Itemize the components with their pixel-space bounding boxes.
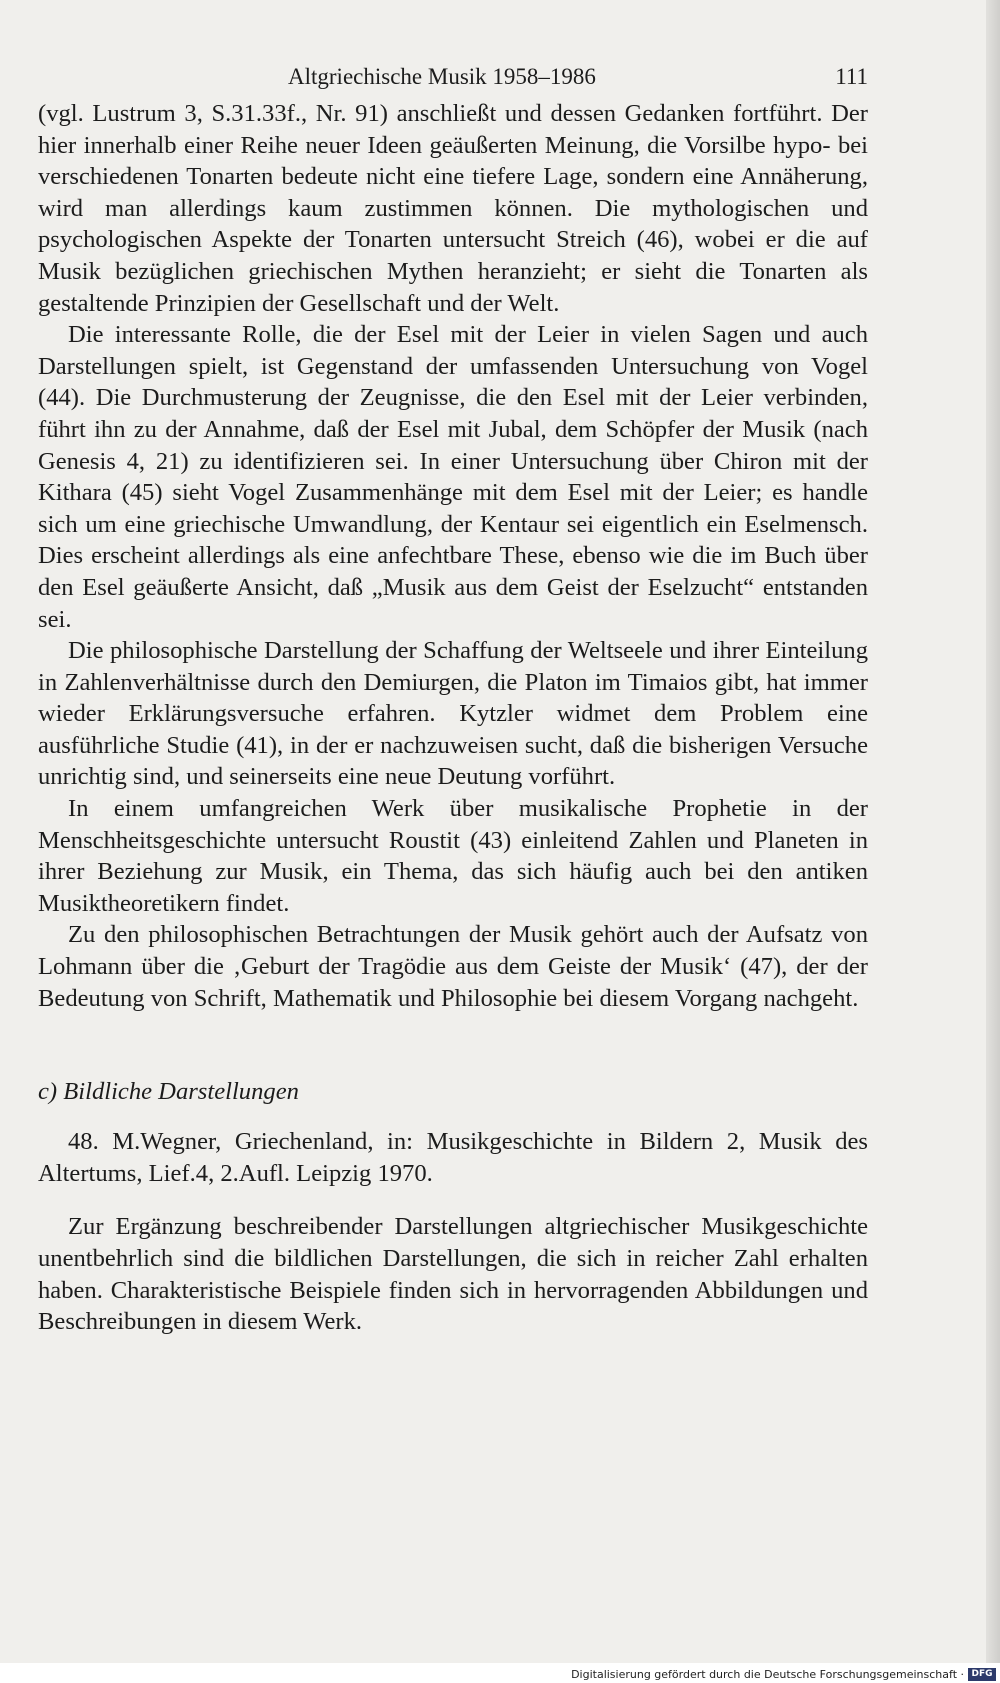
digitization-credit: Digitalisierung gefördert durch die Deutsche Forschungsgemeinschaft ·: [571, 1668, 964, 1681]
running-header: [38, 58, 868, 98]
dfg-logo: DFG: [968, 1668, 996, 1681]
main-text: [38, 98, 868, 1014]
book-page: [38, 58, 868, 1338]
bibliography-entry: 48. M.Wegner, Griechenland, in: Musikgeschichte in Bildern 2, Musik des Altertums, Lief.4, 2.Aufl. Leipzig 1970.: [38, 1128, 868, 1187]
paragraph-bildliche: Zur Ergänzung beschreibender Darstellungen altgriechischer Musikgeschichte unentbehrlich sind die bildlichen Darstellungen, die sich in reicher Zahl erhalten haben. Charakteristische Beispiele finden sich in hervorragenden Abbildungen und Beschreibungen in diesem Werk.: [38, 1213, 868, 1336]
paragraph-roustit: In einem umfangreichen Werk über musikalische Prophetie in der Menschheitsgeschichte untersucht Roustit (43) einleitend Zahlen und Planeten in ihrer Beziehung zur Musik, ein Thema, das sich häufig auch bei den antiken Musiktheoretikern findet.: [38, 795, 868, 917]
paragraph-lohmann: Zu den philosophischen Betrachtungen der Musik gehört auch der Aufsatz von Lohmann über die ‚Geburt der Tragödie aus dem Geiste der Musik‘ (47), der der Bedeutung von Schrift, Mathematik und Philosophie bei diesem Vorgang nachgeht.: [38, 921, 868, 1012]
paragraph-weltseele: Die philosophische Darstellung der Schaffung der Weltseele und ihrer Einteilung in Zahlenverhältnisse durch den Demiurgen, die Platon im Timaios gibt, hat immer wieder Erklärungsversuche erfahren. Kytzler widmet dem Problem eine ausführliche Studie (41), in der er nachzuweisen sucht, daß die bisherigen Versuche unrichtig sind, und seinerseits eine neue Deutung vorführt.: [38, 637, 868, 791]
page-edge-shadow: [986, 0, 1000, 1663]
section-spacer: [38, 1014, 868, 1076]
entry-spacer: [38, 1189, 868, 1211]
section-text: [38, 1211, 868, 1337]
paragraph-continuation: (vgl. Lustrum 3, S.31.33f., Nr. 91) anschließt und dessen Gedanken fortführt. Der hier innerhalb einer Reihe neuer Ideen geäußerten Meinung, die Vorsilbe hypo- bei verschiedenen Tonarten bedeute nicht eine tiefere Lage, sondern eine Annäherung, wird man allerdings kaum zustimmen können. Die mythologischen und psychologischen Aspekte der Tonarten untersucht Streich (46), wobei er die auf Musik bezüglichen griechischen Mythen heranzieht; er sieht die Tonarten als gestaltende Prinzipien der Gesellschaft und der Welt.: [38, 100, 868, 317]
running-title: Altgriechische Musik 1958–1986: [288, 64, 596, 89]
page-number: 111: [835, 64, 868, 89]
section-heading: c) Bildliche Darstellungen: [38, 1078, 299, 1106]
paragraph-esel: Die interessante Rolle, die der Esel mit der Leier in vielen Sagen und auch Darstellungen spielt, ist Gegenstand der umfassenden Untersuchung von Vogel (44). Die Durchmusterung der Zeugnisse, die den Esel mit der Leier verbinden, führt ihn zu der Annahme, daß der Esel mit Jubal, dem Schöpfer der Musik (nach Genesis 4, 21) zu identifizieren sei. In einer Untersuchung über Chiron mit der Kithara (45) sieht Vogel Zusammenhänge mit dem Esel mit der Leier; es handle sich um eine griechische Umwandlung, der Kentaur sei eigentlich ein Eselmensch. Dies erscheint allerdings als eine anfechtbare These, ebenso wie die im Buch über den Esel geäußerte Ansicht, daß „Musik aus dem Geist der Eselzucht“ entstanden sei.: [38, 321, 868, 633]
